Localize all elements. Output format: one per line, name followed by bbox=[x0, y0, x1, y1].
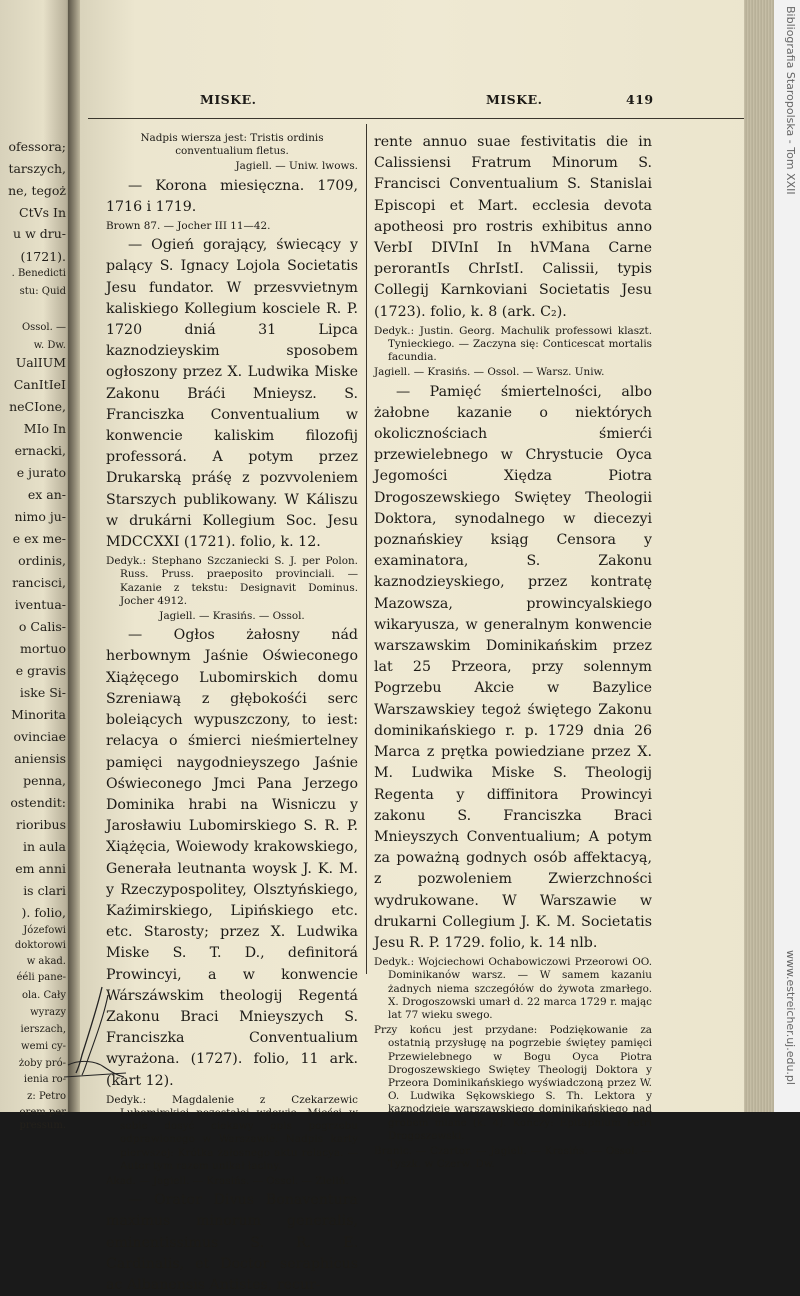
left-page-text-fragment: w akad. bbox=[26, 956, 66, 967]
bibliographic-entry: — Korona miesięczna. 1709, 1716 i 1719. bbox=[106, 177, 358, 215]
entry-note: Dedyk.: Magdalenie z Czekarzewic Lubomirskiej pozostałej wdowie. Mieści w sobie dosyć ciekawy opis pogrzebu odprawionego w Warszawie. Nadpis karty pierwszej: Krótka żałosnego aktu relacya. — Autor tym razem unikał łaciny. bbox=[106, 1093, 358, 1172]
left-page-text-fragment: o Calis- bbox=[18, 619, 66, 634]
left-page-fragment bbox=[0, 0, 72, 1131]
left-page-text-fragment: ééli pane- bbox=[16, 972, 66, 983]
left-page-text-fragment: ovinciae bbox=[13, 729, 66, 744]
handwritten-signature-mark bbox=[60, 985, 130, 1080]
bibliographic-entry: rente annuo suae festivitatis die in Calissiensi Fratrum Minorum S. Francisci Conventualium S. Stanislai Episcopi et Mart. ecclesia devota apotheosi pro rostris exhibitus anno VerbI DIVInI In hVMana Carne perorantIs ChrIstI. Calissii, typis Collegij Karnkoviani Societatis Jesu (1723). folio, k. 8 (ark. C₂). bbox=[374, 134, 652, 320]
left-page-text-fragment: mortuo bbox=[20, 641, 66, 656]
left-page-text-fragment: Minorita bbox=[11, 707, 66, 722]
left-page-text-fragment: iske Si- bbox=[19, 685, 66, 700]
left-page-text-fragment: ex an- bbox=[27, 487, 66, 502]
left-page-text-fragment: penna, bbox=[23, 773, 66, 788]
entry-note: Dedyk.: Stephano Szczaniecki S. J. per Polon. Russ. Pruss. praeposito provinciali. — Kazanie z tekstu: Designavit Dominus. Jocher 4912. bbox=[106, 555, 358, 607]
left-page-text-fragment: ordinis, bbox=[18, 553, 66, 568]
left-page-text-fragment: rioribus bbox=[16, 817, 66, 832]
entry-note: Akad. — Jagiell. — Krasińs. — Ossol. — Zieliń. bbox=[106, 1174, 349, 1187]
source-sidebar bbox=[774, 0, 800, 1112]
left-page-text-fragment: doktorowi bbox=[14, 940, 66, 951]
entry-note: Brown 87. — Jocher III 11—42. bbox=[106, 220, 271, 233]
left-page-text-fragment: ostendit: bbox=[10, 795, 66, 810]
bibliographic-entry: — Orator Divus Bonaventura maximus minorum generalis, eminentissimus S. R. E. Cardinalis, et Doctor seraphicus ac Albanensis Antistes, recur- bbox=[106, 1192, 358, 1293]
left-page-text-fragment: neCIone, bbox=[9, 399, 66, 414]
left-page-text-fragment: tarszych, bbox=[8, 161, 66, 176]
left-page-text-fragment: ernacki, bbox=[14, 443, 66, 458]
left-page-text-fragment: is clari bbox=[23, 883, 66, 898]
left-page-text-fragment: wyrazy bbox=[30, 1007, 66, 1018]
left-page-text-fragment: ne, tegoż bbox=[8, 183, 66, 198]
left-page-text-fragment: pressum. bbox=[19, 1120, 66, 1131]
entry-note: Jagiell. — Krasińs. — Ossol. — Warsz. Uniw. bbox=[374, 366, 605, 379]
left-page-text-fragment: żoby pró- bbox=[18, 1058, 66, 1069]
left-page-text-fragment: MIo In bbox=[23, 421, 66, 436]
entry-note: Przy końcu jest przydane: Podziękowanie za ostatnią przysługę na pogrzebie świętey pamięci Przewielebnego w Bogu Oyca Piotra Drogoszewskiego Swiętey Theologij Doktora y Przeora Dominikańskiego wyświadczoną przez W. O. Ludwika Sękowskiego S. Th. Lektora y kaznodzieję warszawskiego dominikańskiego nad grobem miane (k. 4). Kończy: Epitaphium Petri Drogoszewski. bbox=[374, 1024, 652, 1142]
left-page-text-fragment: ierszach, bbox=[20, 1024, 66, 1035]
entry-note: Branic. — Czartor. — Jagiell. — Krasińs. — Ossol. — Tyszk. w Czerw. Dw. bbox=[374, 1144, 652, 1171]
left-page-text-fragment: . Benedicti bbox=[11, 268, 66, 279]
left-page-text-fragment: stu: Quid bbox=[19, 286, 66, 297]
left-page-text-fragment: e gravis bbox=[15, 663, 66, 678]
left-page-text-fragment: CtVs In bbox=[19, 205, 66, 220]
bibliographic-entry: — Ogień gorający, świecący y palący S. Ignacy Lojola Societatis Jesu fundator. W przesvvietnym kaliskiego Kollegium kosciele R. P. 1720 dniá 31 Lipca kaznodzieyskim sposobem ogłoszony przez X. Ludwika Miske Zakonu Bráći Mnieysz. S. Franciszka Conventualium w konwencie kaliskim filozofij professorá. A potym przez Drukarską práśę z pozvvoleniem Starszych publikowany. W Káliszu w drukárni Kollegium Soc. Jesu MDCCXXI (1721). folio, k. 12. bbox=[106, 237, 358, 551]
left-page-text-fragment: iventua- bbox=[14, 597, 66, 612]
bibliographic-entry: — Pamięć śmiertelności, albo żałobne kazanie o niektórych okolicznościach śmierći przewielebnego w Chrystucie Oyca Jegomości Xiędza Piotra Drogoszewskiego Swiętey Theologii Doktora, synodalnego w diecezyi poznańskiey ksiąg Censora y examinatora, S. Zakonu kaznodzieyskiego, przez kontratę Mazowsza, prowincyalskiego wikaryusza, w generalnym konwencie warszawskim Dominikańskim przez lat 25 Przeora, przy solennym Pogrzebu Akcie w Bazylice Warszawskiey tegoż świętego Zakonu dominikańskiego r. p. 1729 dnia 26 Marca z prętka powiedziane przez X. M. Ludwika Miske S. Theologij Regenta y diffinitora Prowincyi zakonu S. Franciszka Braci Mnieyszych Conventualium; A potym za poważną godnych osób affektacyą, z pozwoleniem Zwierzchności wydrukowane. W Warszawie w drukarni Collegium J. K. M. Societatis Jesu R. P. 1729. folio, k. 14 nlb. bbox=[374, 383, 652, 951]
left-page-text-fragment: ienia ro- bbox=[23, 1074, 66, 1085]
left-page-text-fragment: z: Petro bbox=[27, 1091, 66, 1102]
left-page-text-fragment: Józefowi bbox=[23, 925, 66, 936]
header-rule bbox=[88, 118, 744, 119]
entry-note: Dedyk.: Justin. Georg. Machulik professowi klaszt. Tynieckiego. — Zaczyna się: Conticescat mortalis facundia. bbox=[374, 324, 652, 364]
entry-note: Dedyk.: Wojciechowi Ochabowiczowi Przeorowi OO. Dominikanów warsz. — W samem kazaniu żadnych niema szczegółów do żywota zmarłego. X. Drogoszowski umarł d. 22 marca 1729 r. mając lat 77 wieku swego. bbox=[374, 956, 652, 1021]
left-page-text-fragment: UalIUM bbox=[15, 355, 66, 370]
sidebar-collection-label: Bibliografia Staropolska - Tom XXII bbox=[784, 6, 797, 195]
text-column-right bbox=[374, 132, 652, 1171]
bibliographic-entry: — Ogłos żałosny nád herbownym Jaśnie Oświeconego Xiążęcego Lubomirskich domu Szreniawą z głębokośći serc boleiących wypuszczony, to iest: relacya o śmierci nieśmiertelney pamięci naygodnieyszego Jaśnie Oświeconego Jmci Pana Jerzego Dominika hrabi na Wisniczu y Jarosławiu Lubomirskiego S. R. P. Xiążęcia, Woiewody krakowskiego, Generała leutnanta woysk J. K. M. y Rzeczypospolitey, Olsztyńskiego, Kaźimirskiego, Lipińskiego etc. etc. Starosty; przez X. Ludwika Miske S. T. D., definitorá Prowincyi, a w konwencie Wárszáwskim theologij Regentá Zakonu Braci Mnieyszych S. Franciszka Conventualium wyrażona. (1727). folio, 11 ark. (kart 12). bbox=[106, 627, 358, 1089]
left-page-text-fragment: ola. Cały bbox=[21, 990, 66, 1001]
entry-note: Jagiell. — Uniw. lwows. bbox=[235, 160, 358, 173]
sidebar-url-label: www.estreicher.uj.edu.pl bbox=[784, 950, 797, 1085]
left-page-text-fragment: CanItIeI bbox=[13, 377, 66, 392]
left-page-text-fragment: w. Dw. bbox=[33, 340, 66, 351]
left-page-text-fragment: e jurato bbox=[16, 465, 66, 480]
entry-note: Nadpis wiersza jest: Tristis ordinis conventualium fletus. bbox=[140, 132, 324, 158]
left-page-text-fragment: u w dru- bbox=[13, 226, 66, 241]
page-edges bbox=[744, 0, 774, 1112]
left-page-text-fragment: (1721). bbox=[20, 249, 66, 264]
running-head-left: MISKE. bbox=[200, 92, 257, 107]
left-page-text-fragment: ofessora; bbox=[8, 139, 66, 154]
left-page-text-fragment: Ossol. — bbox=[21, 322, 66, 333]
left-page-text-fragment: e ex me- bbox=[12, 531, 66, 546]
left-page-text-fragment: em anni bbox=[15, 861, 66, 876]
left-page-text-fragment: rancisci, bbox=[12, 575, 66, 590]
text-column-left bbox=[106, 132, 358, 1296]
left-page-text-fragment: orem per bbox=[19, 1107, 66, 1118]
left-page-text-fragment: aniensis bbox=[14, 751, 66, 766]
left-page-text-fragment: nimo ju- bbox=[14, 509, 66, 524]
left-page-text-fragment: wemi cy- bbox=[21, 1041, 66, 1052]
page-number: 419 bbox=[626, 92, 654, 107]
left-page-text-fragment: in aula bbox=[23, 839, 66, 854]
entry-note: Jagiell. — Krasińs. — Ossol. bbox=[159, 610, 305, 623]
running-head-center: MISKE. bbox=[486, 92, 543, 107]
left-page-text-fragment: ). folio, bbox=[21, 905, 66, 920]
column-divider bbox=[366, 124, 367, 974]
